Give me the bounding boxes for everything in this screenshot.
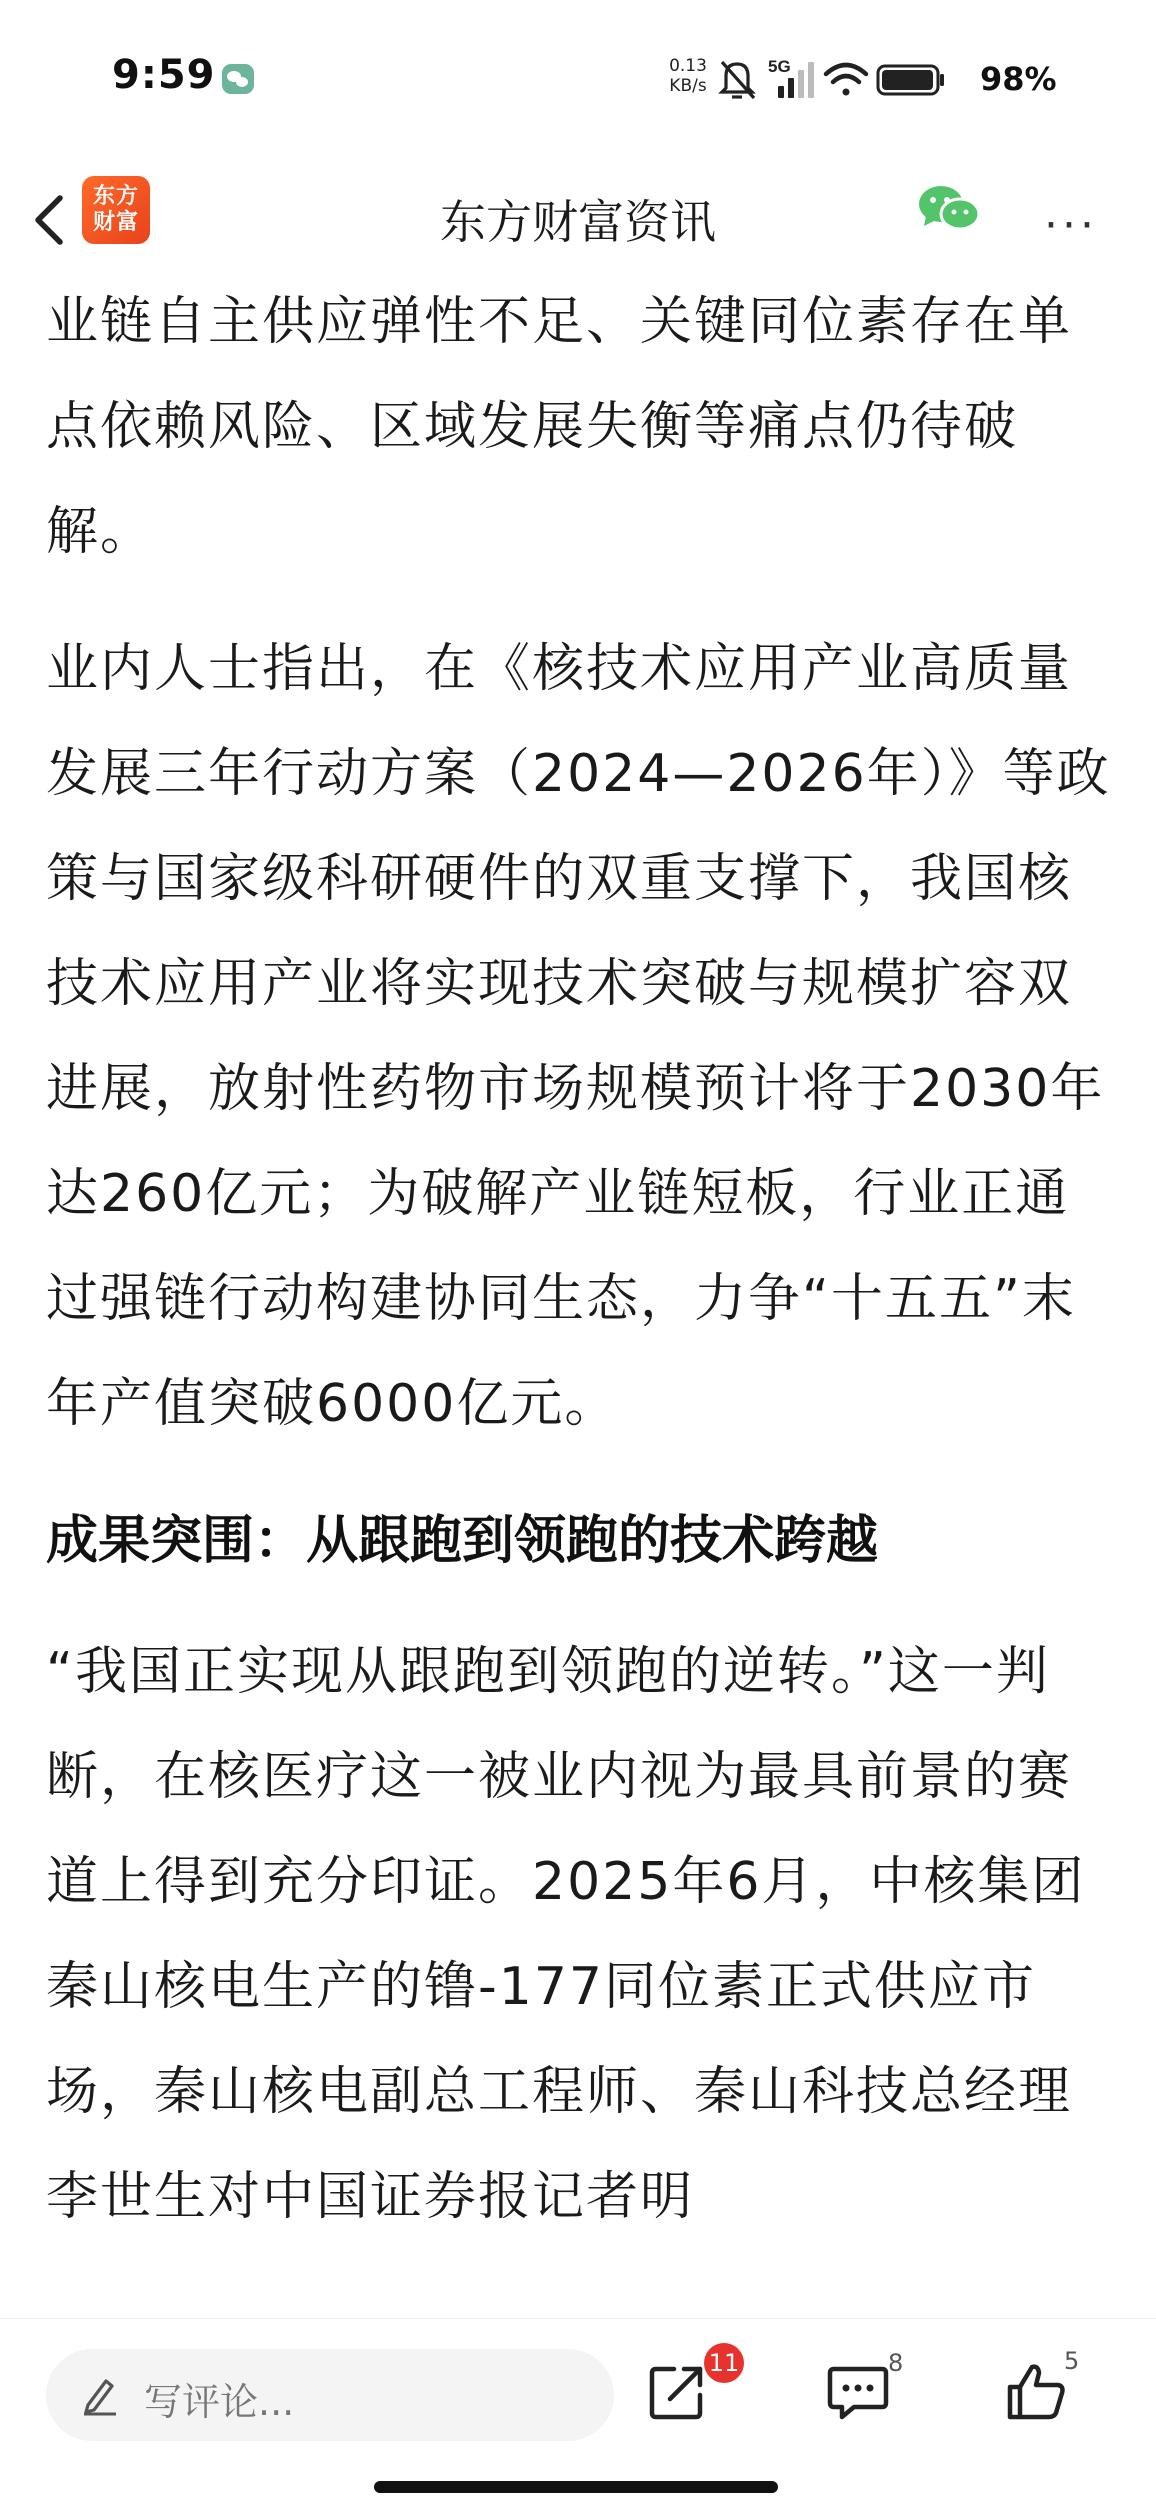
wechat-notification-icon bbox=[222, 64, 254, 94]
article-paragraph: 业链自主供应弹性不足、关键同位素存在单点依赖风险、区域发展失衡等痛点仍待破解。 bbox=[46, 292, 1073, 562]
more-options-button[interactable]: ··· bbox=[1044, 200, 1098, 251]
status-bar bbox=[0, 0, 1156, 160]
status-time: 9:59 bbox=[112, 52, 216, 98]
article-paragraph: “我国正实现从跟跑到领跑的逆转。”这一判断，在核医疗这一被业内视为最具前景的赛道上得到充分印证。2025年6月，中核集团秦山核电生产的镥-177同位素正式供应市场，秦山核电副总工程师、秦山科技总经理李世生对中国证券报记者明 bbox=[46, 1642, 1086, 2227]
mute-bell-icon bbox=[722, 62, 754, 98]
comments-button[interactable] bbox=[826, 2359, 890, 2423]
section-heading: 成果突围：从跟跑到领跑的技术跨越 bbox=[46, 1511, 879, 1571]
pencil-icon bbox=[80, 2373, 120, 2417]
comment-count: 8 bbox=[888, 2349, 904, 2377]
status-icons bbox=[718, 54, 968, 104]
wifi-icon bbox=[826, 65, 866, 96]
battery-icon bbox=[878, 66, 944, 94]
comment-placeholder: 写评论... bbox=[144, 2380, 295, 2424]
network-type-label: 5G bbox=[768, 57, 791, 76]
like-count: 5 bbox=[1064, 2347, 1080, 2375]
battery-percent: 98% bbox=[980, 60, 1057, 98]
network-speed: 0.13 KB/s bbox=[669, 56, 707, 96]
home-indicator[interactable] bbox=[374, 2481, 778, 2493]
share-count-badge: 11 bbox=[704, 2343, 744, 2383]
like-button[interactable] bbox=[1004, 2359, 1068, 2423]
page-title: 东方财富资讯 bbox=[440, 195, 716, 249]
wechat-share-icon[interactable] bbox=[916, 182, 982, 236]
share-button[interactable] bbox=[646, 2359, 710, 2423]
article-body bbox=[46, 270, 1116, 2320]
app-logo: 东方 财富 bbox=[82, 176, 150, 244]
bottom-action-bar bbox=[0, 2318, 1156, 2511]
article-paragraph: 业内人士指出，在《核技术应用产业高质量发展三年行动方案（2024—2026年）》等政策与国家级科研硬件的双重支撑下，我国核技术应用产业将实现技术突破与规模扩容双进展，放射性药物市场规模预计将于2030年达260亿元；为破解产业链短板，行业正通过强链行动构建协同生态，力争“十五五”末年产值突破6000亿元。 bbox=[46, 639, 1111, 1434]
comment-input[interactable] bbox=[46, 2349, 614, 2441]
